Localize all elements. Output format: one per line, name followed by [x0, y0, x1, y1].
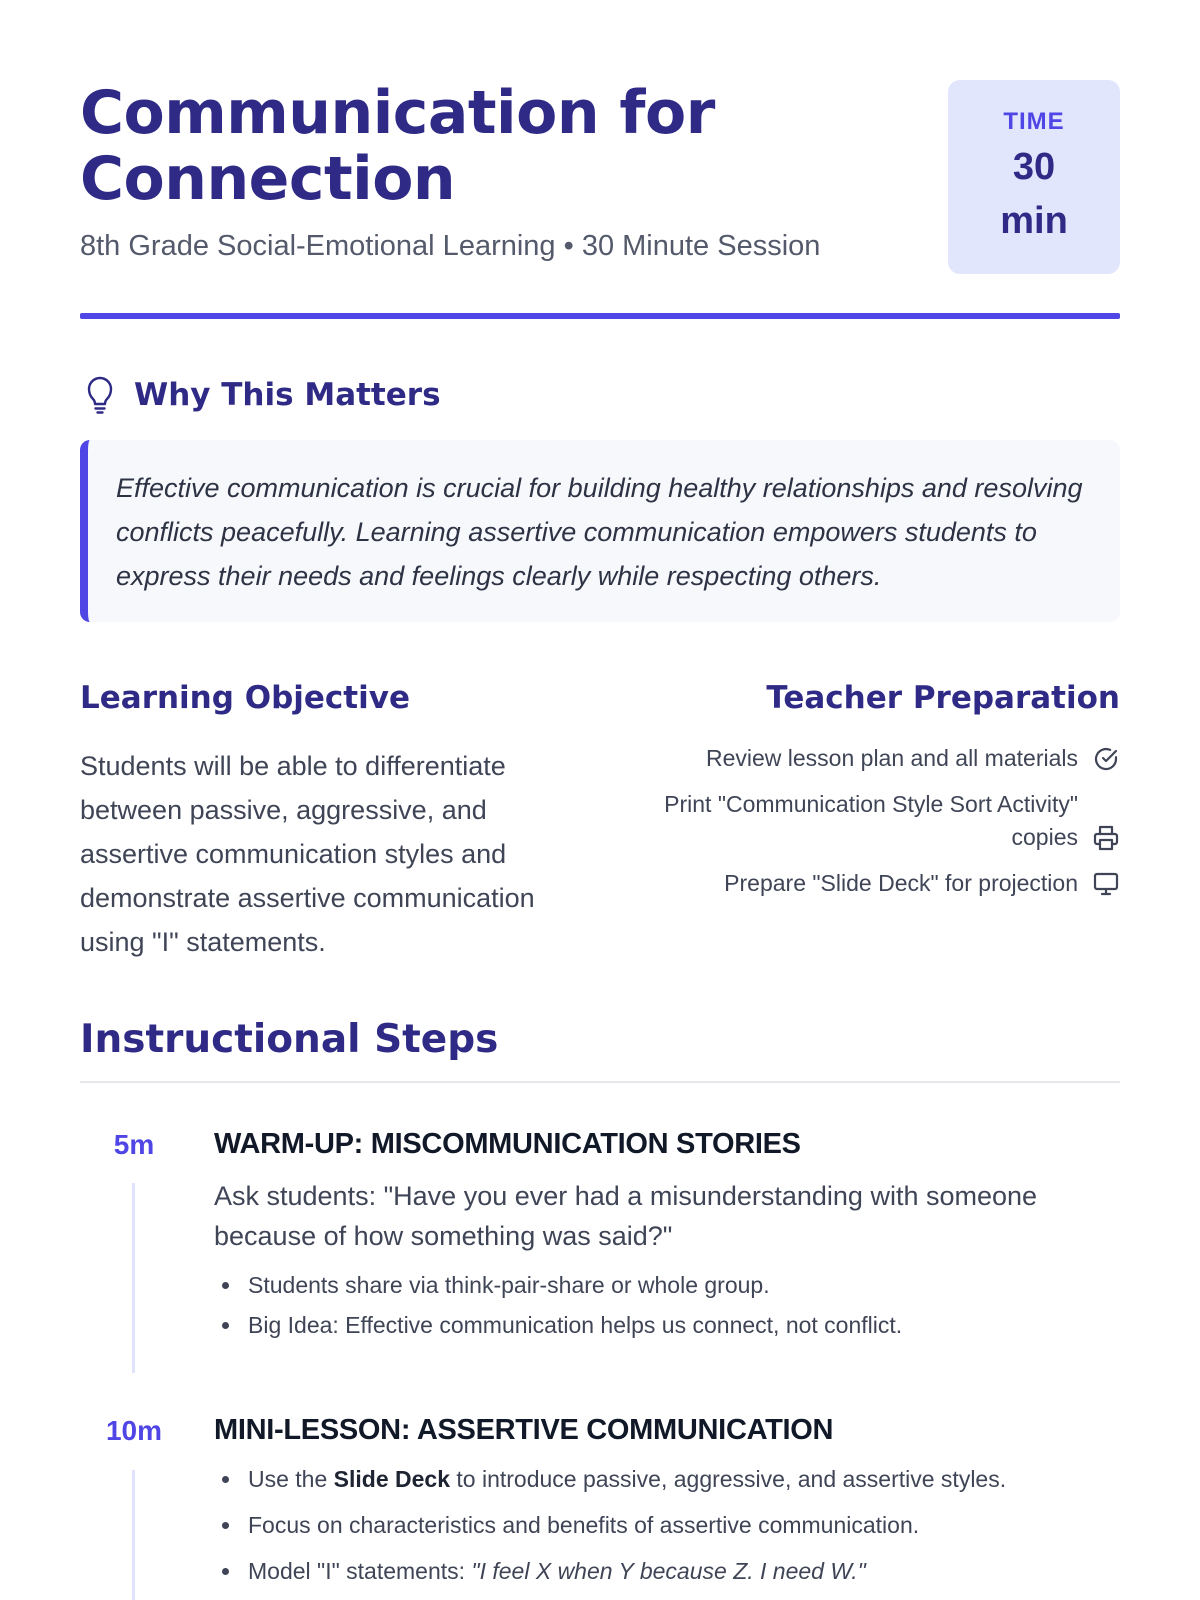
title-line-1: Communication for [80, 78, 715, 148]
step-bullet-list [214, 1265, 1114, 1345]
bullet-emphasis-text: "I feel X when Y because Z. I need W." [471, 1558, 866, 1584]
time-value-number: 30 [1012, 146, 1056, 188]
time-value [948, 140, 1120, 248]
preparation-item-text: Prepare "Slide Deck" for projection [724, 870, 1078, 896]
time-label: TIME [1003, 108, 1065, 135]
time-value-unit: min [1000, 200, 1068, 242]
list-item: Students share via think-pair-share or whole group. [214, 1265, 1114, 1305]
why-heading-text: Why This Matters [134, 377, 441, 413]
page-subtitle: 8th Grade Social-Emotional Learning • 30 Minute Session [80, 230, 821, 262]
list-item [214, 1548, 1114, 1594]
check-circle-icon [1092, 745, 1120, 773]
objective-text: Students will be able to differentiate between passive, aggressive, and assertive communication styles and demonstrate assertive communication using "I" statements. [80, 751, 535, 957]
bullet-text: Use the [248, 1466, 334, 1492]
printer-icon [1092, 824, 1120, 852]
monitor-icon [1092, 870, 1120, 898]
list-item: Big Idea: Effective communication helps us connect, not conflict. [214, 1305, 1114, 1345]
preparation-item [650, 742, 1120, 775]
preparation-item-text: Print "Communication Style Sort Activity" copies [664, 791, 1078, 850]
lightbulb-icon [80, 373, 120, 417]
step-time: 5m [113, 1129, 155, 1160]
preparation-list [650, 742, 1120, 913]
preparation-heading: Teacher Preparation [766, 680, 1120, 716]
header-divider [80, 313, 1120, 319]
why-quote-box [80, 440, 1120, 622]
list-item: Focus on characteristics and benefits of assertive communication. [214, 1502, 1114, 1548]
list-item [214, 1456, 1114, 1502]
page-title [80, 80, 840, 212]
bullet-text: to introduce passive, aggressive, and assertive styles. [450, 1466, 1007, 1492]
step-title: WARM-UP: MISCOMMUNICATION STORIES [214, 1128, 801, 1160]
steps-divider [80, 1081, 1120, 1083]
objective-heading: Learning Objective [80, 680, 410, 716]
timeline-connector [132, 1470, 135, 1600]
why-quote-text: Effective communication is crucial for building healthy relationships and resolving conflicts peacefully. Learning assertive communication empowers students to express their needs and feelings clearly while respecting others. [116, 473, 1083, 591]
preparation-item [650, 867, 1120, 900]
lesson-header [80, 80, 1120, 275]
step-description: Ask students: "Have you ever had a misunderstanding with someone because of how something was said?" [214, 1181, 1038, 1251]
step-time: 10m [105, 1415, 163, 1446]
step-title: MINI-LESSON: ASSERTIVE COMMUNICATION [214, 1414, 834, 1446]
timeline-connector [132, 1183, 135, 1373]
bullet-text: Model "I" statements: [248, 1558, 472, 1584]
preparation-item-text: Review lesson plan and all materials [705, 745, 1078, 771]
why-section-heading [80, 373, 441, 417]
steps-heading: Instructional Steps [80, 1017, 499, 1062]
time-badge [948, 80, 1120, 274]
title-line-2: Connection [80, 144, 456, 214]
preparation-item [650, 788, 1120, 854]
step-bullet-list [214, 1456, 1114, 1594]
bullet-strong-text: Slide Deck [333, 1466, 450, 1492]
